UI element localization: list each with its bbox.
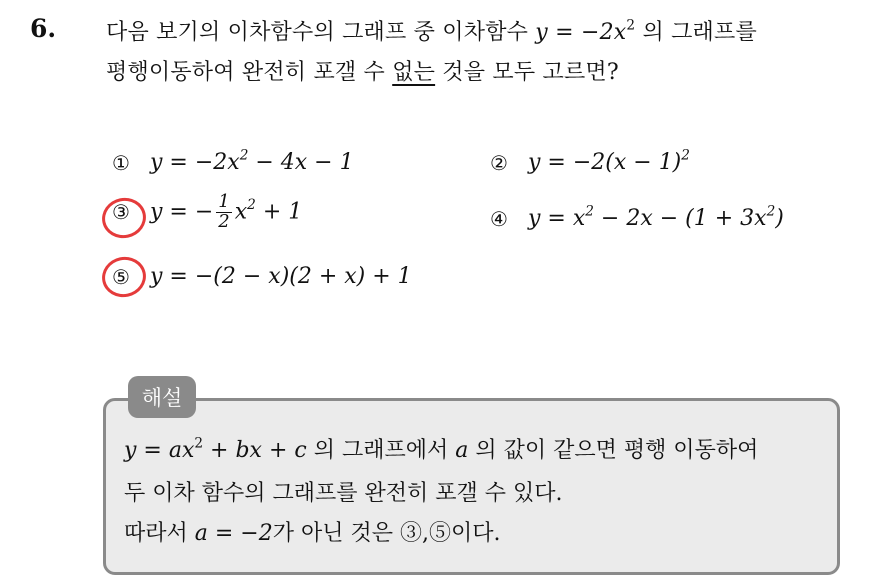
question-number: 6. xyxy=(30,14,57,43)
question-text-2: 평행이동하여 완전히 포갤 수 xyxy=(106,60,393,85)
option-marker: ② xyxy=(490,150,508,175)
option-marker: ③ xyxy=(112,200,130,225)
question-line-2 xyxy=(106,55,619,86)
question-line-1 xyxy=(106,15,757,46)
underlined-word: 없는 xyxy=(392,60,436,85)
question-text-suffix: 의 그래프를 xyxy=(635,20,757,45)
question-math: y = −2x xyxy=(535,20,627,45)
option-equation: $y = -2(x - 1)^2$ xyxy=(528,147,690,175)
explanation-tag: 해설 xyxy=(128,376,196,418)
question-exponent: 2 xyxy=(626,17,636,34)
option-equation: $y = x^2 - 2x - (1 + 3x^2)$ xyxy=(528,203,784,231)
answer-circle-5 xyxy=(98,253,149,301)
option-marker: ① xyxy=(112,150,130,175)
option-marker: ④ xyxy=(490,206,508,231)
option-5[interactable] xyxy=(112,264,412,289)
option-2[interactable] xyxy=(490,147,690,175)
option-marker: ⑤ xyxy=(112,264,130,289)
option-equation: y = − $\frac{1}{2}$ $x^2 + 1$ xyxy=(150,191,303,232)
fraction: $\frac{1}{2}$ xyxy=(218,191,230,232)
question-text: 다음 보기의 이차함수의 그래프 중 이차함수 xyxy=(106,20,536,45)
option-1[interactable] xyxy=(112,147,354,175)
option-4[interactable] xyxy=(490,203,784,231)
question-text-2-suffix: 것을 모두 고르면? xyxy=(435,60,619,85)
option-equation: y = −(2 − x)(2 + x) + 1 xyxy=(150,264,412,289)
explanation-line-1: $y = ax^2$ + bx + c 의 그래프에서 a 의 값이 같으면 평행 이동하여 xyxy=(124,435,759,463)
option-equation: $y = -2x^2 - 4x - 1$ xyxy=(150,147,354,175)
explanation-line-2: 두 이차 함수의 그래프를 완전히 포갤 수 있다. xyxy=(124,481,563,506)
explanation-line-3: 따라서 a = −2가 아닌 것은 ③,⑤이다. xyxy=(124,521,501,546)
